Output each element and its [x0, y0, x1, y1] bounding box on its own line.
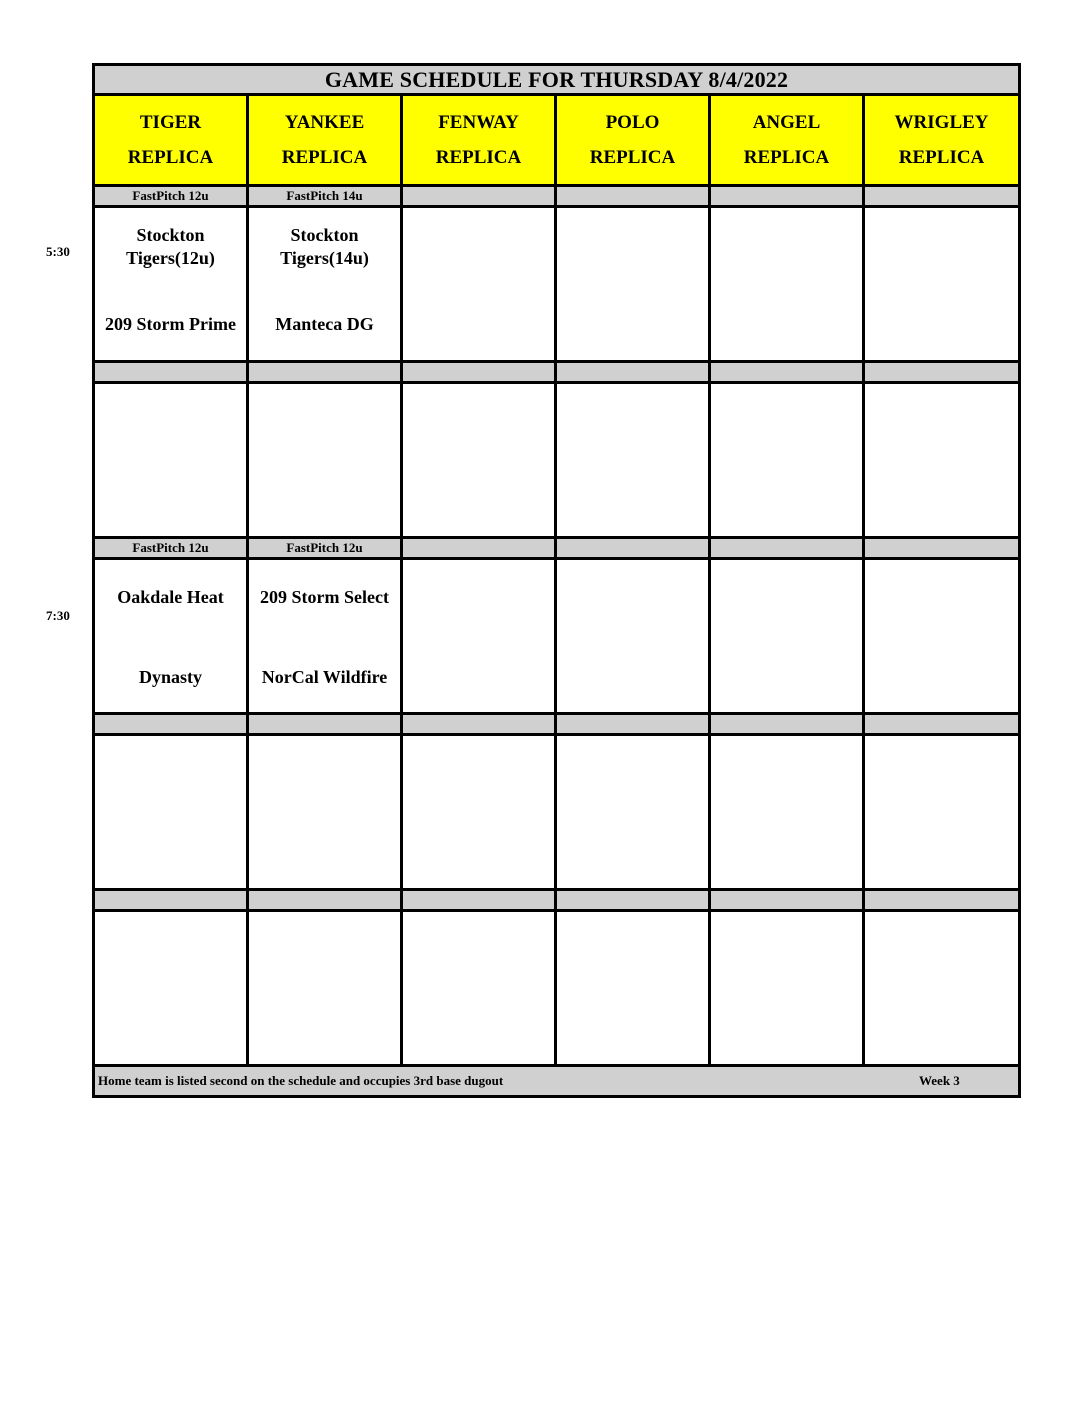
- time-slot-label: 7:30: [46, 608, 70, 623]
- field-sub: REPLICA: [898, 147, 985, 168]
- game-cell: [710, 735, 864, 890]
- game-cell: [248, 735, 402, 890]
- game-cell: [556, 559, 710, 714]
- division-label: [864, 538, 1020, 559]
- division-label: [94, 890, 248, 911]
- field-name: ANGEL: [752, 112, 821, 133]
- away-team: Stockton Tigers(12u): [126, 225, 215, 268]
- home-team-note: Home team is listed second on the schedule and occupies 3rd base dugout: [98, 1073, 504, 1088]
- game-cell: [710, 383, 864, 538]
- away-team: Stockton Tigers(14u): [280, 225, 369, 268]
- game-cell: [864, 383, 1020, 538]
- game-cell: [402, 559, 556, 714]
- away-team: 209 Storm Select: [260, 587, 389, 607]
- time-slot-label: 5:30: [46, 244, 70, 259]
- division-label: [710, 186, 864, 207]
- field-sub: REPLICA: [127, 147, 214, 168]
- game-cell: [248, 207, 402, 362]
- home-team: Manteca DG: [275, 314, 374, 334]
- division-label: [248, 362, 402, 383]
- game-cell: [248, 911, 402, 1066]
- division-label: [864, 714, 1020, 735]
- field-name: TIGER: [139, 112, 202, 133]
- game-cell: [556, 735, 710, 890]
- game-cell: [556, 383, 710, 538]
- field-header-tiger: [94, 95, 248, 186]
- division-label: [710, 890, 864, 911]
- division-label: FastPitch 12u: [94, 186, 248, 207]
- schedule-body: [94, 186, 1020, 1066]
- division-label: [402, 186, 556, 207]
- division-label: [864, 186, 1020, 207]
- game-cell: [710, 911, 864, 1066]
- week-label: Week 3: [919, 1073, 960, 1088]
- division-label: [556, 186, 710, 207]
- home-team: 209 Storm Prime: [105, 314, 236, 334]
- division-label: [556, 714, 710, 735]
- division-label: FastPitch 12u: [94, 538, 248, 559]
- game-cell: [556, 207, 710, 362]
- game-cell: [710, 559, 864, 714]
- division-label: FastPitch 14u: [248, 186, 402, 207]
- field-name: FENWAY: [438, 112, 519, 133]
- division-label: [864, 362, 1020, 383]
- division-label: [94, 362, 248, 383]
- field-name: YANKEE: [284, 112, 365, 133]
- game-cell: [402, 735, 556, 890]
- division-label: [556, 890, 710, 911]
- division-label: [402, 538, 556, 559]
- field-header-wrigley: [864, 95, 1020, 186]
- game-cell: [94, 559, 248, 714]
- game-cell: [248, 383, 402, 538]
- division-label: [402, 362, 556, 383]
- away-team: Oakdale Heat: [117, 587, 224, 607]
- division-label: [710, 538, 864, 559]
- game-cell: [248, 559, 402, 714]
- field-name: WRIGLEY: [894, 112, 989, 133]
- game-cell: [710, 207, 864, 362]
- division-label: [556, 362, 710, 383]
- field-sub: REPLICA: [589, 147, 676, 168]
- field-sub: REPLICA: [743, 147, 830, 168]
- field-header-polo: [556, 95, 710, 186]
- home-team: NorCal Wildfire: [261, 667, 388, 687]
- division-label: [94, 714, 248, 735]
- division-label: [402, 714, 556, 735]
- home-team: Dynasty: [138, 667, 202, 687]
- game-cell: [864, 559, 1020, 714]
- game-cell: [864, 735, 1020, 890]
- division-label: [248, 714, 402, 735]
- game-cell: [94, 207, 248, 362]
- field-sub: REPLICA: [281, 147, 368, 168]
- division-label: [864, 890, 1020, 911]
- game-cell: [402, 383, 556, 538]
- division-label: FastPitch 12u: [248, 538, 402, 559]
- division-label: [556, 538, 710, 559]
- division-label: [402, 890, 556, 911]
- field-header-fenway: [402, 95, 556, 186]
- game-cell: [864, 911, 1020, 1066]
- game-schedule-table: [92, 63, 1021, 1098]
- game-cell: [864, 207, 1020, 362]
- field-header-yankee: [248, 95, 402, 186]
- game-cell: [94, 735, 248, 890]
- game-cell: [402, 207, 556, 362]
- game-cell: [402, 911, 556, 1066]
- game-cell: [94, 911, 248, 1066]
- field-header-angel: [710, 95, 864, 186]
- game-cell: [94, 383, 248, 538]
- field-sub: REPLICA: [435, 147, 522, 168]
- division-label: [248, 890, 402, 911]
- schedule-footer: [94, 1066, 1020, 1097]
- division-label: [710, 714, 864, 735]
- division-label: [710, 362, 864, 383]
- game-cell: [556, 911, 710, 1066]
- schedule-title: GAME SCHEDULE FOR THURSDAY 8/4/2022: [94, 65, 1020, 95]
- field-name: POLO: [605, 112, 660, 133]
